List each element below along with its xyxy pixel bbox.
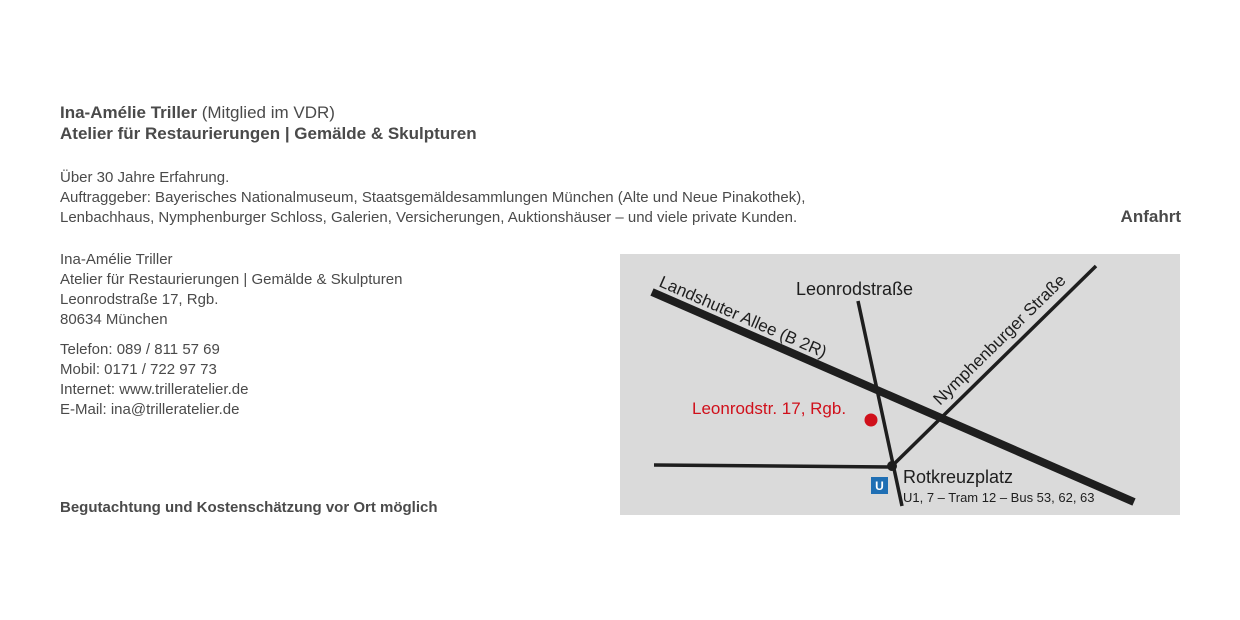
contact-email[interactable]: E-Mail: ina@trilleratelier.de [60, 401, 240, 418]
label-location: Leonrodstr. 17, Rgb. [692, 399, 847, 418]
directions-heading: Anfahrt [1120, 207, 1181, 226]
road-west [654, 465, 892, 467]
header-name-line [60, 102, 860, 123]
address-studio: Atelier für Restaurierungen | Gemälde & Skulpturen [60, 271, 403, 288]
directions-map [620, 254, 1180, 515]
map-svg [620, 254, 1180, 515]
label-station: Rotkreuzplatz [903, 467, 1014, 487]
road-nymphenburger-strasse [892, 266, 1096, 466]
label-landshuter-allee: Landshuter Allee (B 2R) [656, 272, 830, 362]
address-city: 80634 München [60, 311, 168, 328]
contact-mobile: Mobil: 0171 / 722 97 73 [60, 361, 217, 378]
rotkreuzplatz-node [887, 461, 897, 471]
studio-title: Atelier für Restaurierungen | Gemälde & Skulpturen [60, 124, 477, 143]
location-marker [865, 414, 878, 427]
label-nymphenburger-strasse: Nymphenburger Straße [929, 270, 1070, 409]
experience-text: Über 30 Jahre Erfahrung. [60, 169, 230, 186]
assessment-note: Begutachtung und Kostenschätzung vor Ort möglich [60, 499, 438, 516]
label-leonrodstrasse: Leonrodstraße [796, 279, 914, 299]
road-leonrodstrasse [858, 301, 902, 506]
ubahn-badge-letter: U [875, 479, 884, 493]
clients-text-1: Auftraggeber: Bayerisches Nationalmuseum, Staatsgemäldesammlungen München (Alte und Neue Pinakothek), [60, 189, 806, 206]
owner-name: Ina-Amélie Triller [60, 103, 197, 122]
contact-phone: Telefon: 089 / 811 57 69 [60, 341, 220, 358]
label-station-lines: U1, 7 – Tram 12 – Bus 53, 62, 63 [903, 490, 1095, 505]
contact-internet[interactable]: Internet: www.trilleratelier.de [60, 381, 249, 398]
address-street: Leonrodstraße 17, Rgb. [60, 291, 219, 308]
address-name: Ina-Amélie Triller [60, 251, 173, 268]
clients-text-2: Lenbachhaus, Nymphenburger Schloss, Galerien, Versicherungen, Auktionshäuser – und viele private Kunden. [60, 209, 798, 226]
membership-note: (Mitglied im VDR) [201, 103, 335, 122]
